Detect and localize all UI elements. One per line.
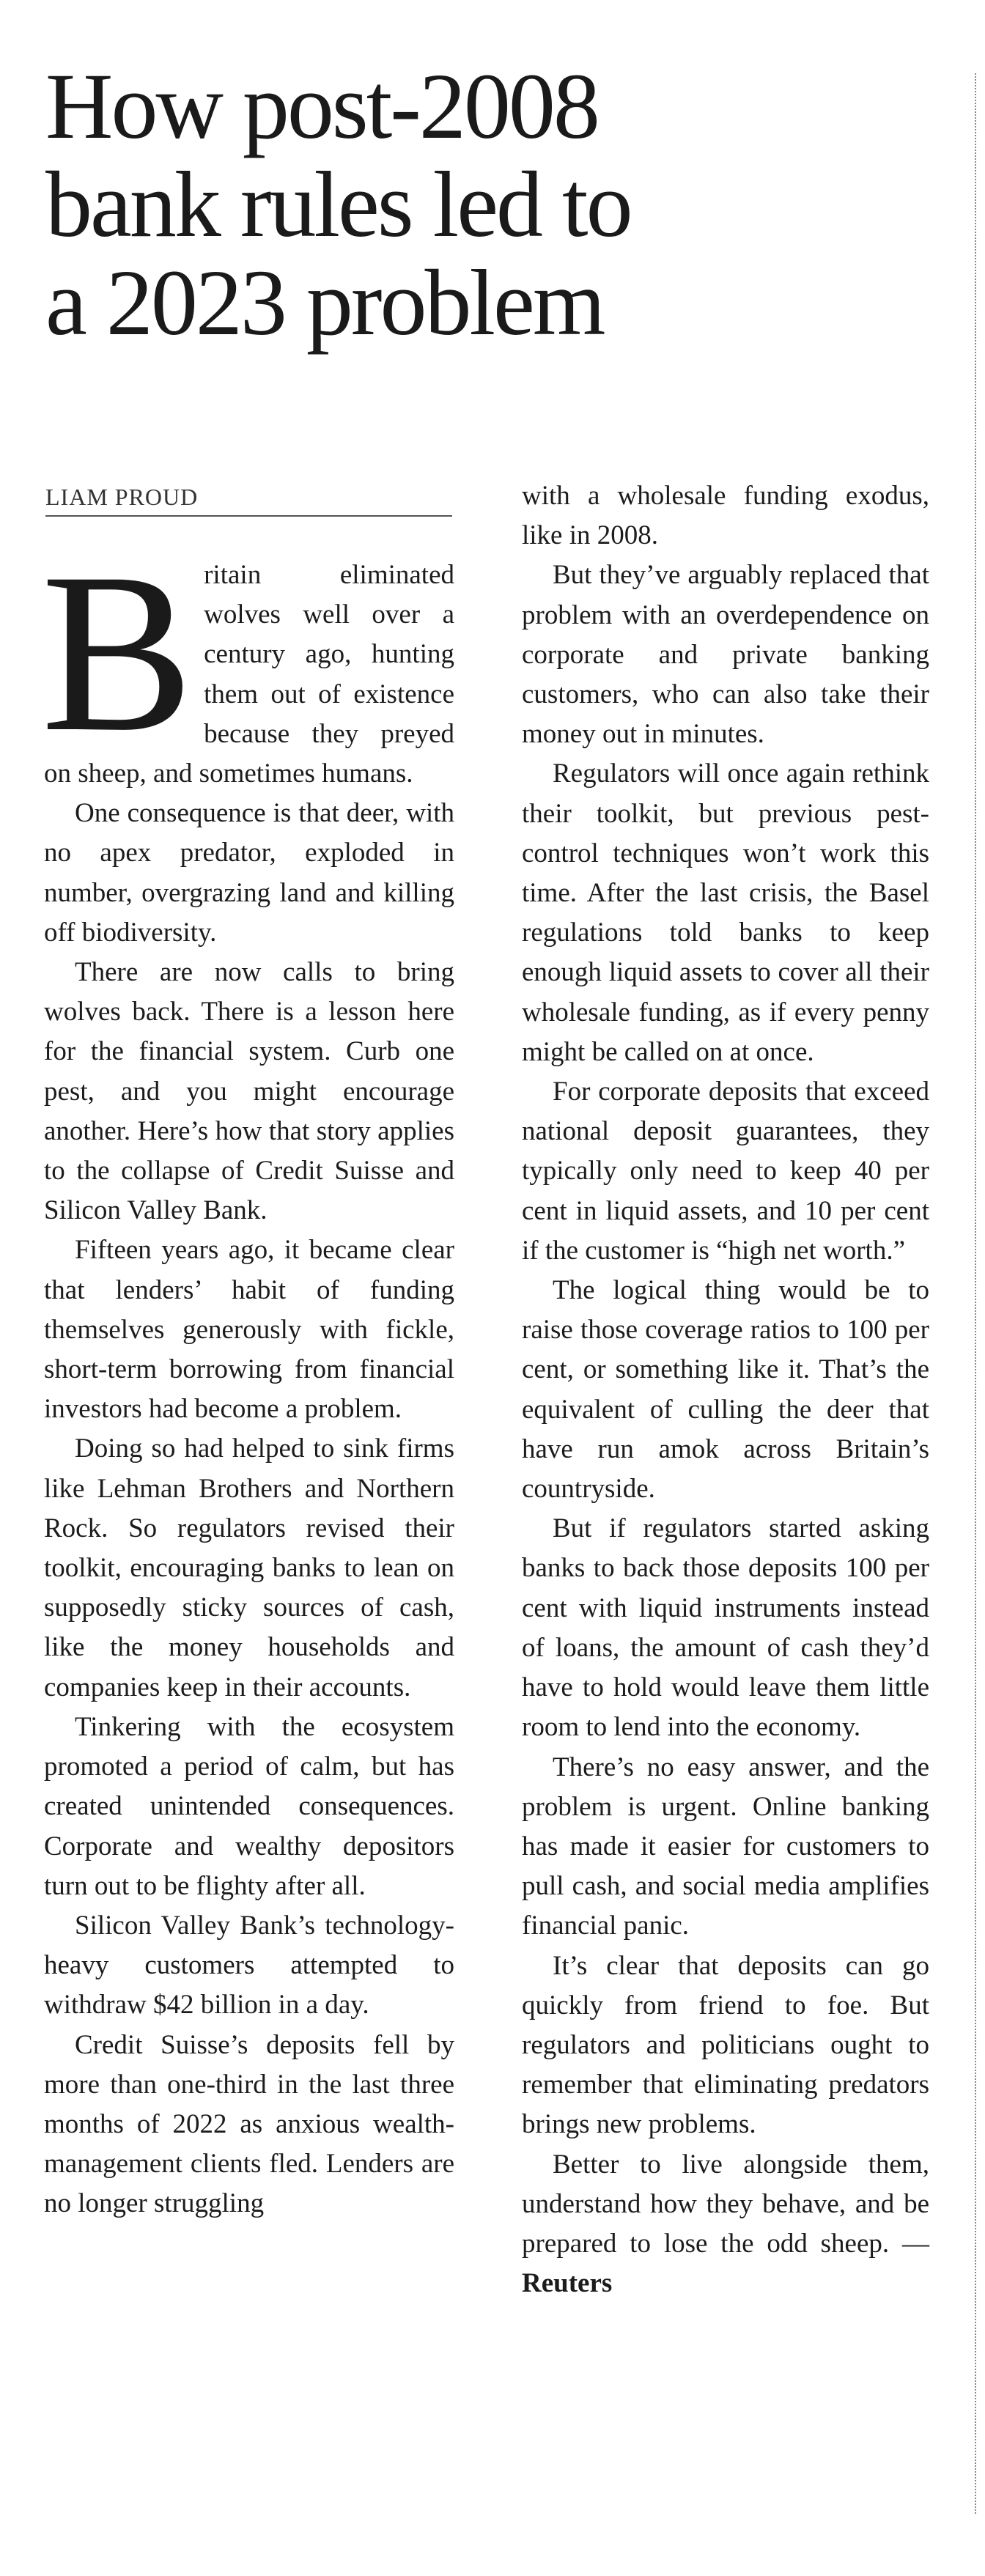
article-paragraph: There’s no easy answer, and the problem is urgent. Online banking has made it easier for customers to pull cash, and social media amplifies financial panic. — [522, 1752, 929, 1941]
article-column-right — [522, 476, 929, 2303]
article-paragraph-continued: with a wholesale funding exodus, like in 2008. — [522, 481, 929, 551]
article-paragraph: Regulators will once again rethink their toolkit, but previous pest-control techniques won’t work this time. After the last crisis, the Basel regulations told banks to keep enough liquid assets to cover all their wholesale funding, as if every penny might be called on at once. — [522, 759, 929, 1067]
article-paragraph: Doing so had helped to sink firms like Lehman Brothers and Northern Rock. So regulators revised their toolkit, encouraging banks to lean on supposedly sticky sources of cash, like the money households and companies keep in their accounts. — [44, 1433, 454, 1702]
article-paragraph-last — [522, 2145, 929, 2304]
article-column-left — [41, 526, 454, 2224]
article-paragraph — [41, 526, 454, 794]
article-paragraph: But if regulators started asking banks to back those deposits 100 per cent with liquid instruments instead of loans, the amount of cash they’d have to hold would leave them little room to lend into the economy. — [522, 1513, 929, 1743]
first-paragraph-text: ritain eliminated wolves well over a century ago, hunting them out of existence because they preyed on sheep, and sometimes humans. — [44, 560, 454, 789]
byline: LIAM PROUD — [45, 484, 452, 517]
article-paragraph: The logical thing would be to raise those coverage ratios to 100 per cent, or something like it. That’s the equivalent of culling the deer that have run amok across Britain’s countryside. — [522, 1275, 929, 1505]
article-paragraph: Tinkering with the ecosystem promoted a period of calm, but has created unintended consequences. Corporate and wealthy depositors turn out to be flighty after all. — [44, 1711, 454, 1901]
column-divider — [975, 73, 976, 2514]
article-paragraph: But they’ve arguably replaced that problem with an overdependence on corporate and private banking customers, who can also take their money out in minutes. — [522, 560, 929, 750]
article-paragraph: Fifteen years ago, it became clear that lenders’ habit of funding themselves generously with fickle, short-term borrowing from financial investors had become a problem. — [44, 1235, 454, 1425]
drop-cap: B — [41, 526, 194, 779]
credit-dash: — — [889, 2228, 929, 2259]
article-paragraph: It’s clear that deposits can go quickly from friend to foe. But regulators and politicians ought to remember that eliminating predators brings new problems. — [522, 1950, 929, 2140]
article-paragraph: Silicon Valley Bank’s technology-heavy customers attempted to withdraw $42 billion in a day. — [44, 1910, 454, 2020]
article-paragraph: One consequence is that deer, with no apex predator, exploded in number, overgrazing land and killing off biodiversity. — [44, 798, 454, 948]
headline — [45, 54, 705, 355]
credit-source: Reuters — [522, 2268, 613, 2299]
article-paragraph: There are now calls to bring wolves back. There is a lesson here for the financial system. Curb one pest, and you might encourage another. Here’s how that story applies to the collapse of Credit Suisse and Silicon Valley Bank. — [44, 957, 454, 1226]
headline-line: a 2023 problem — [45, 251, 604, 355]
headline-line: How post-2008 — [45, 54, 598, 158]
article-paragraph: For corporate deposits that exceed national deposit guarantees, they typically only need to keep 40 per cent in liquid assets, and 10 per cent if the customer is “high net worth.” — [522, 1077, 929, 1266]
article-paragraph: Credit Suisse’s deposits fell by more than one-third in the last three months of 2022 as anxious wealth-management clients fled. Lenders are no longer struggling — [44, 2029, 454, 2219]
last-paragraph-text: Better to live alongside them, understand how they behave, and be prepared to lose the odd sheep. — [522, 2149, 929, 2259]
headline-line: bank rules led to — [45, 152, 631, 257]
